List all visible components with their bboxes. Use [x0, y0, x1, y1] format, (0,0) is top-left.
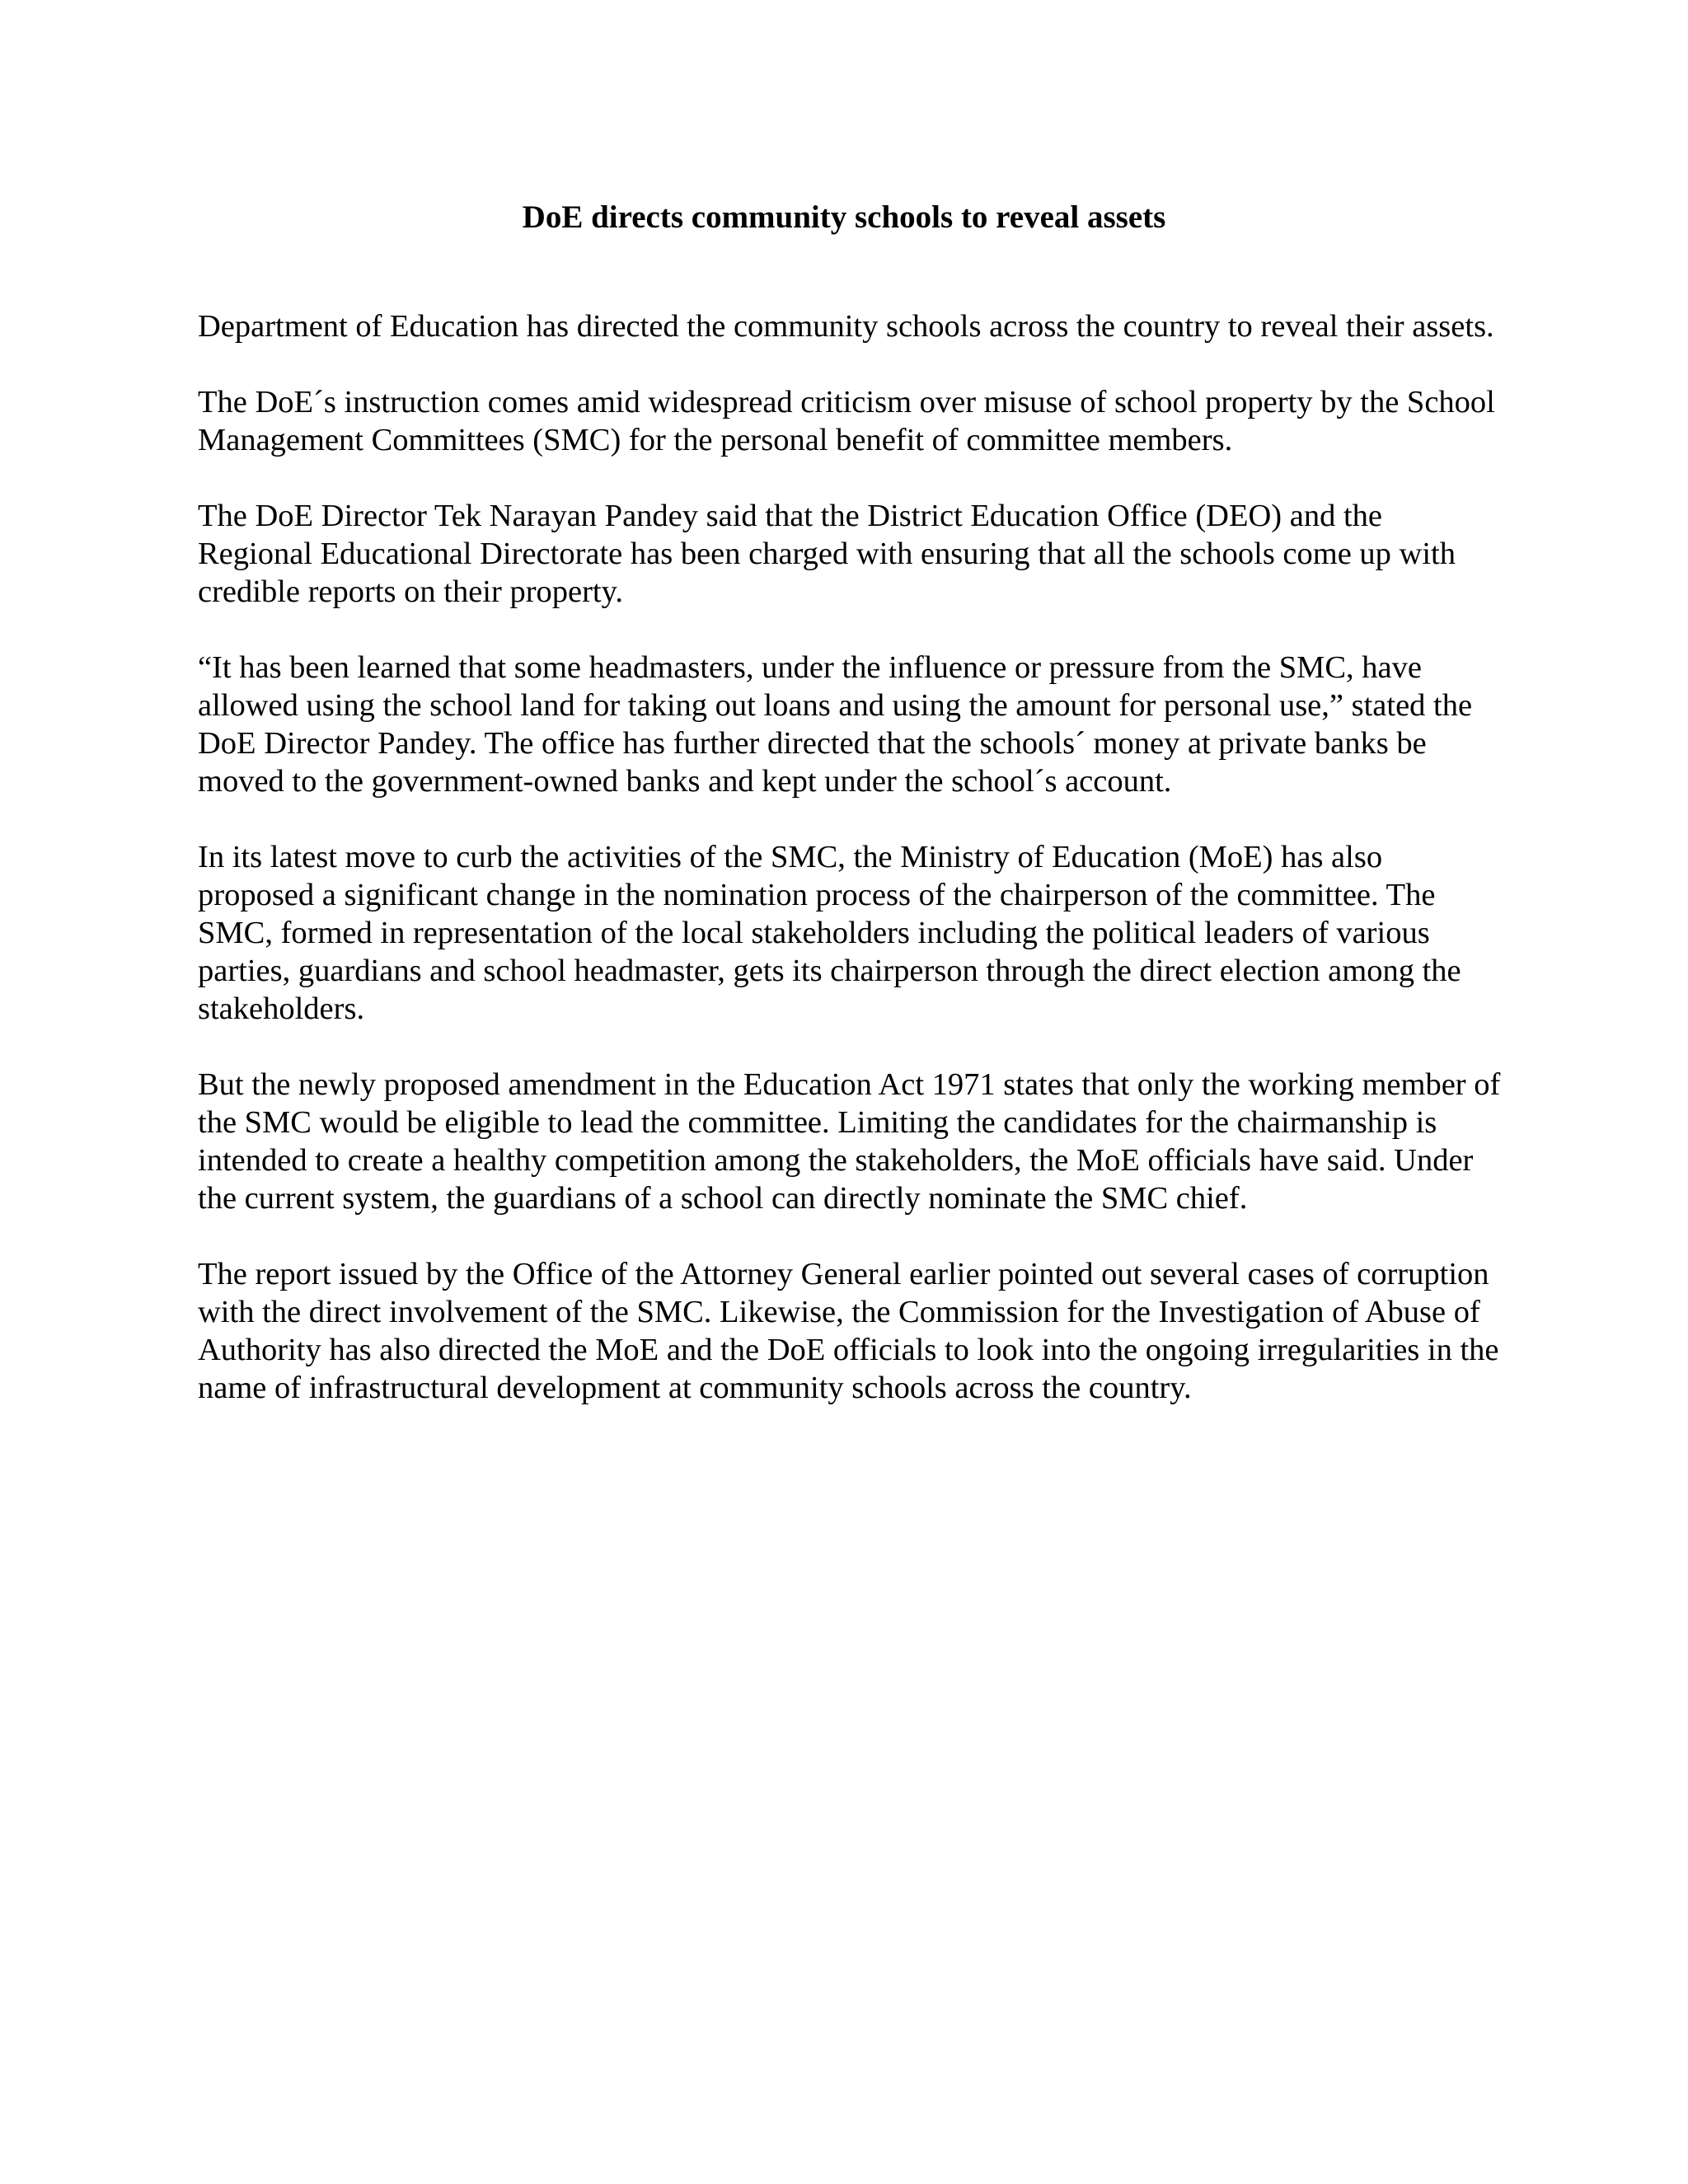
- paragraph-quote: “It has been learned that some headmasters, under the influence or pressure from the SMC, have allowed using the school land for taking out loans and using the amount for personal use,” stated the DoE Director Pandey. The office has further directed that the schools´ money at private banks be moved to the government-owned banks and kept under the school´s account.: [198, 650, 1473, 799]
- paragraph-amendment: But the newly proposed amendment in the Education Act 1971 states that only the working member of the SMC would be eligible to lead the committee. Limiting the candidates for the chairmanship is intended to create a healthy competition among the stakeholders, the MoE officials have said. Under the current system, the guardians of a school can directly nominate the SMC chief.: [198, 1067, 1501, 1216]
- paragraph-criticism: The DoE´s instruction comes amid widespread criticism over misuse of school property by the School Management Committees (SMC) for the personal benefit of committee members.: [198, 385, 1495, 457]
- paragraph-intro: Department of Education has directed the community schools across the country to reveal their assets.: [198, 309, 1494, 344]
- document-body: [198, 307, 1504, 1445]
- paragraph-moe-proposal: In its latest move to curb the activities of the SMC, the Ministry of Education (MoE) has also proposed a significant change in the nomination process of the chairperson of the committee. The SMC, formed in representation of the local stakeholders including the political leaders of various parties, guardians and school headmaster, gets its chairperson through the direct election among the stakeholders.: [198, 840, 1461, 1026]
- document-title: DoE directs community schools to reveal assets: [522, 199, 1166, 235]
- paragraph-attorney-report: The report issued by the Office of the Attorney General earlier pointed out several cases of corruption with the direct involvement of the SMC. Likewise, the Commission for the Investigation of Abuse of Authority has also directed the MoE and the DoE officials to look into the ongoing irregularities in the name of infrastructural development at community schools across the country.: [198, 1257, 1499, 1405]
- paragraph-director-statement: The DoE Director Tek Narayan Pandey said that the District Education Office (DEO) and the Regional Educational Directorate has been charged with ensuring that all the schools come up with credible reports on their property.: [198, 499, 1456, 609]
